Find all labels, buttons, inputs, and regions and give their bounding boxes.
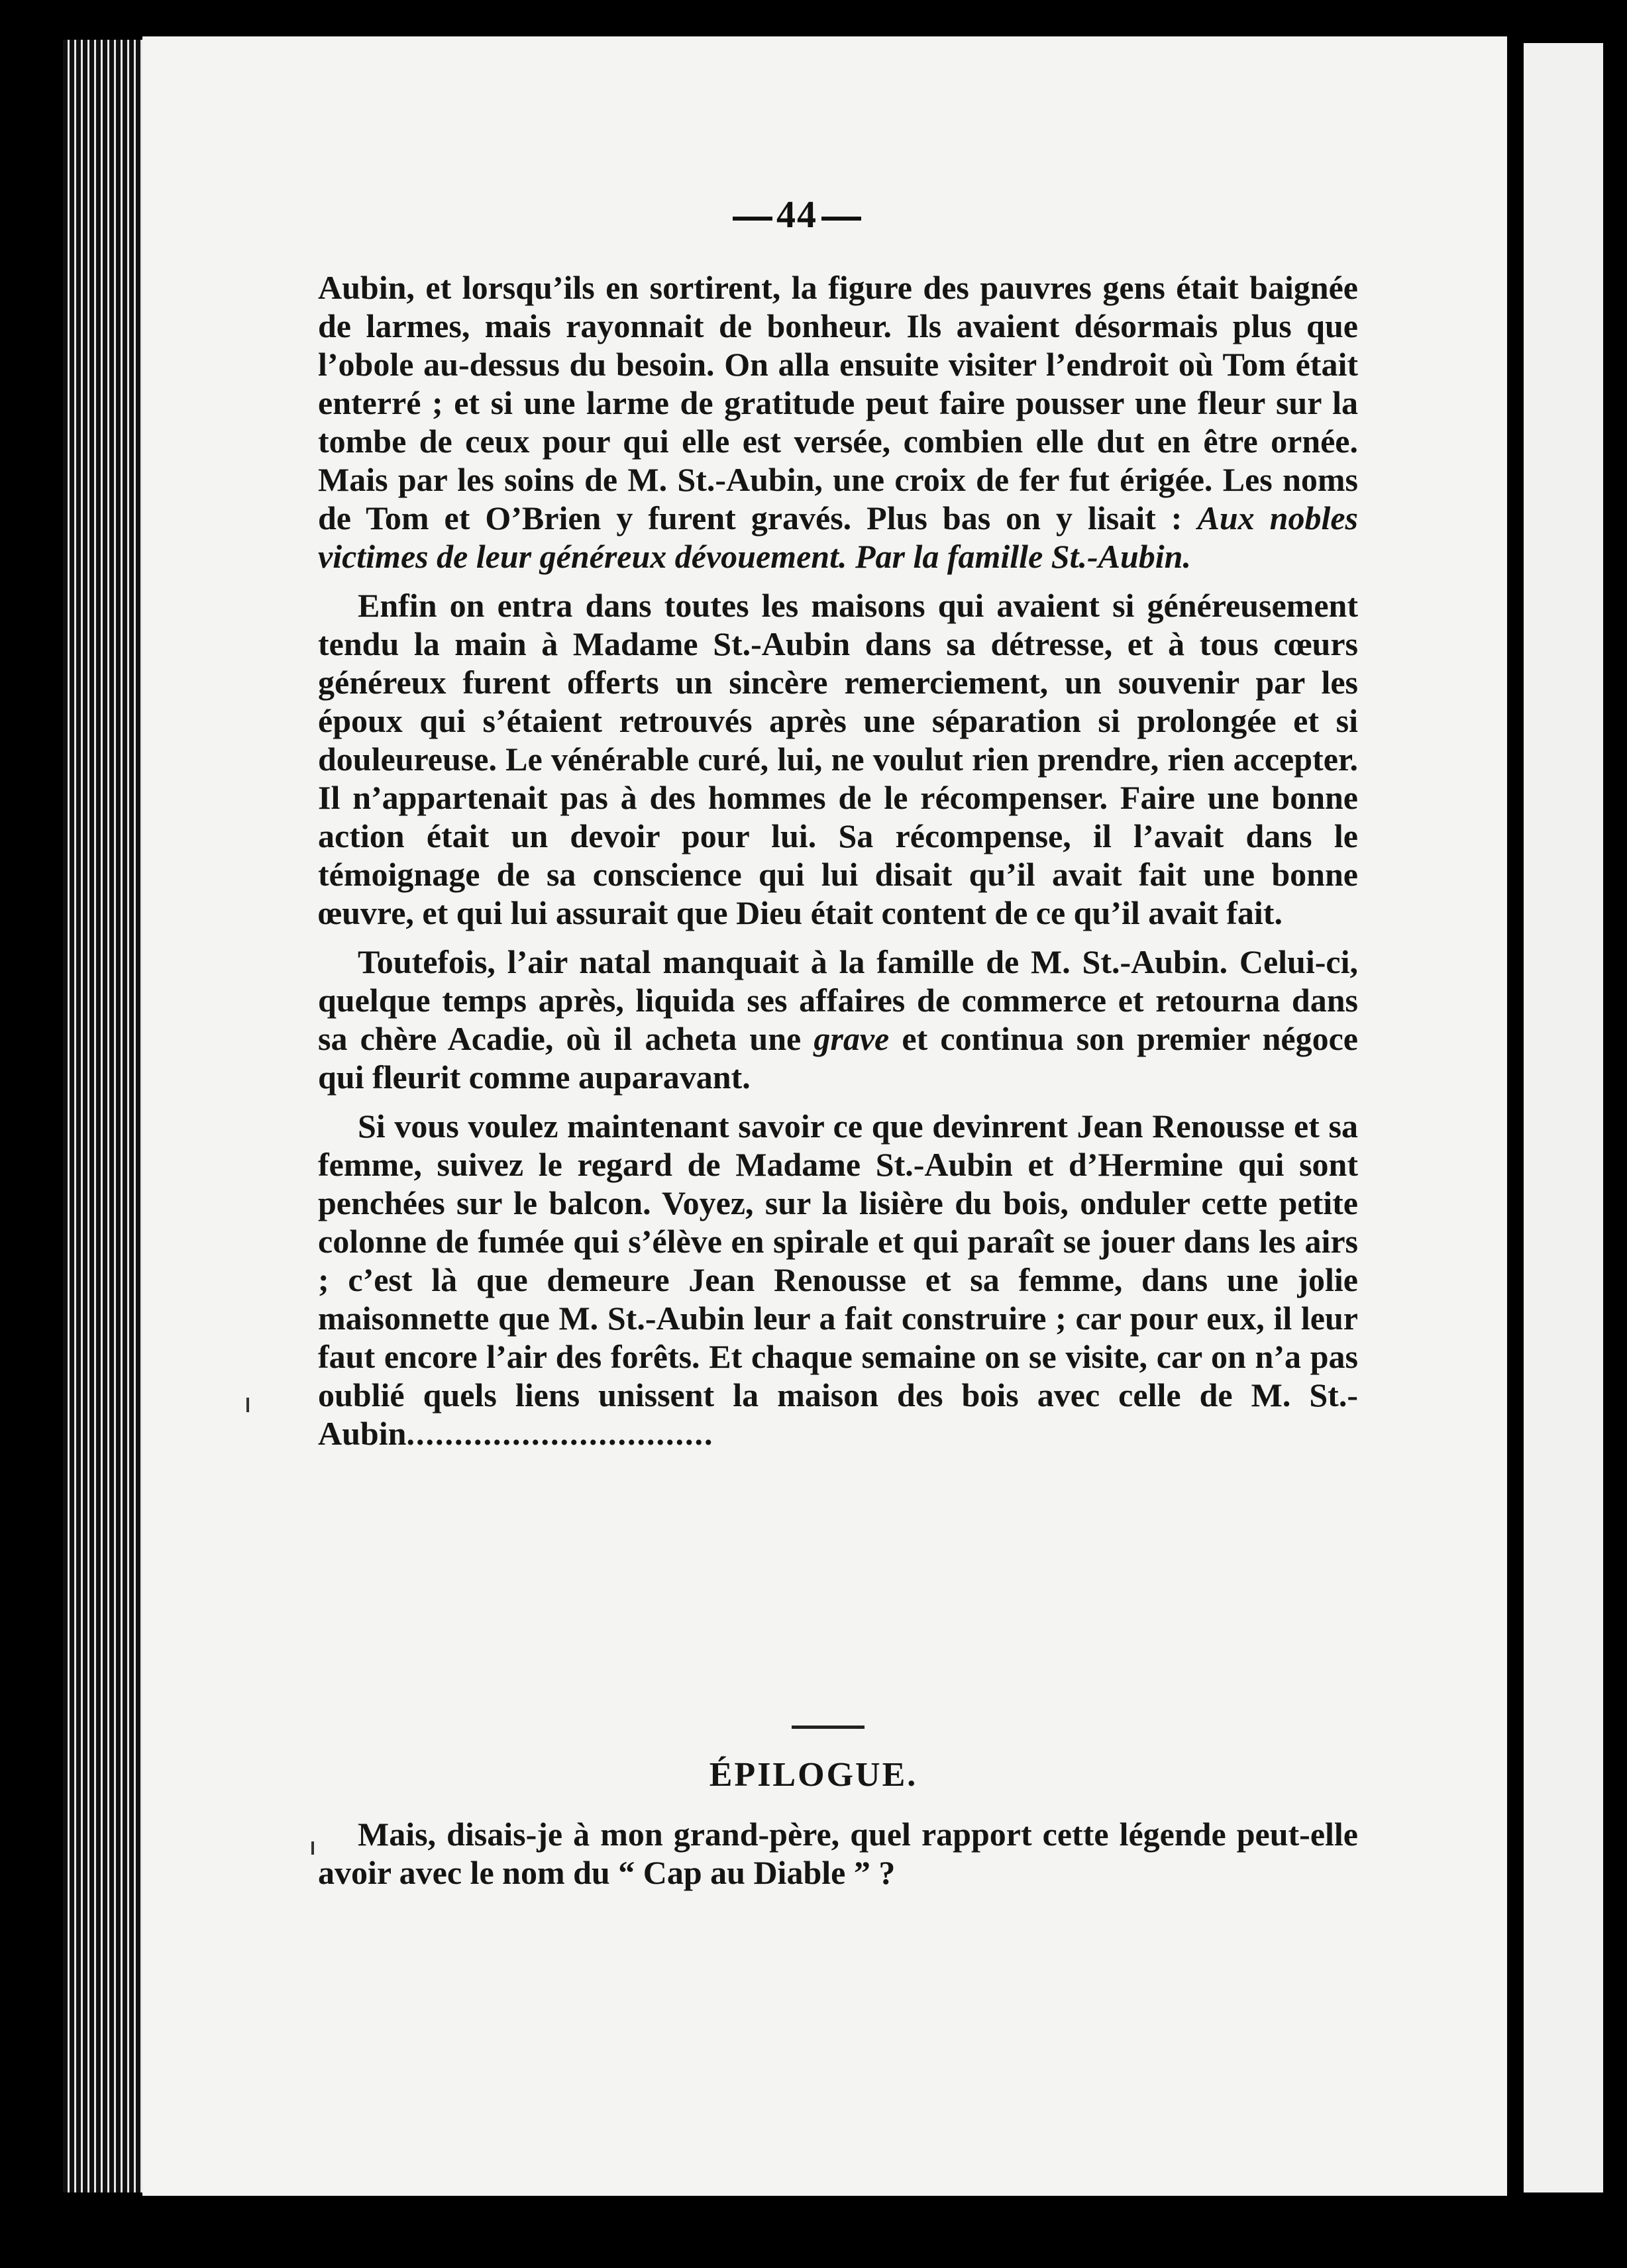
paragraph-3 — [318, 943, 1358, 1096]
paragraph-3-text-before: Toutefois, l’air natal manquait à la famille de M. St.-Aubin. Celui-ci, quelque temps après, liquida ses affaires de commerce et retourna dans sa chère Acadie, où il acheta une — [318, 943, 1358, 1057]
page-number-value: 44 — [776, 193, 817, 236]
epilogue-title: ÉPILOGUE. — [709, 1756, 918, 1794]
page-number-dash-right — [821, 217, 861, 221]
book-binding — [63, 40, 142, 2192]
paragraph-1 — [318, 268, 1358, 576]
paragraph-2: Enfin on entra dans toutes les maisons qui avaient si généreusement tendu la main à Madame St.-Aubin dans sa détresse, et à tous cœurs généreux furent offerts un sincère remerciement, un souvenir par les époux qui s’étaient retrouvés après une séparation si prolongée et si douleureuse. Le vénérable curé, lui, ne voulut rien prendre, rien accepter. Il n’appartenait pas à des hommes de le récompenser. Faire une bonne action était un devoir pour lui. Sa récompense, il l’avait dans le témoignage de sa conscience qui lui disait qu’il avait fait une bonne œuvre, et qui lui assurait que Dieu était content de ce qu’il avait fait. — [318, 587, 1358, 931]
paragraph-4 — [318, 1107, 1358, 1453]
stray-mark — [311, 1841, 314, 1855]
paragraph-1-text: Aubin, et lorsqu’ils en sortirent, la figure des pauvres gens était baignée de larmes, mais rayonnait de bonheur. Ils avaient désormais plus que l’obole au-dessus du besoin. On alla ensuite visiter l’endroit où Tom était enterré ; et si une larme de gratitude peut faire pousser une fleur sur la tombe de ceux pour qui elle est versée, combien elle dut en être ornée. Mais par les soins de M. St.-Aubin, une croix de fer fut érigée. Les noms de Tom et O’Brien y furent gravés. Plus bas on y lisait : — [318, 269, 1358, 537]
page-gutter — [1507, 36, 1524, 2196]
page-number-dash-left — [733, 217, 772, 221]
paragraph-3-text-after: et continua son premier négoce qui fleurit comme auparavant. — [318, 1020, 1358, 1096]
epilogue-text: Mais, disais-je à mon grand-père, quel rapport cette légende peut-elle avoir avec le nom du “ Cap au Diable ” ? — [318, 1816, 1358, 1891]
page-number — [729, 192, 865, 236]
paragraph-4-leader-dots: ................................ — [406, 1415, 714, 1452]
section-divider — [792, 1726, 865, 1729]
adjacent-page-edge — [1524, 43, 1603, 2192]
paragraph-3-italic-word: grave — [814, 1020, 890, 1057]
main-text — [318, 268, 1358, 1453]
paragraph-4-text: Si vous voulez maintenant savoir ce que devinrent Jean Renousse et sa femme, suivez le regard de Madame St.-Aubin et d’Hermine qui sont penchées sur le balcon. Voyez, sur la lisière du bois, onduler cette petite colonne de fumée qui s’élève en spirale et qui paraît se jouer dans les airs ; c’est là que demeure Jean Renousse et sa femme, dans une jolie maisonnette que M. St.-Aubin leur a fait construire ; car pour eux, il leur faut encore l’air des forêts. Et chaque semaine on se visite, car on n’a pas oublié quels liens unissent la maison des bois avec celle de M. St.-Aubin — [318, 1108, 1358, 1452]
stray-mark — [246, 1398, 249, 1412]
paragraph-1-italic-inscription: Aux nobles victimes de leur généreux dévouement. Par la famille St.-Aubin. — [318, 499, 1358, 575]
